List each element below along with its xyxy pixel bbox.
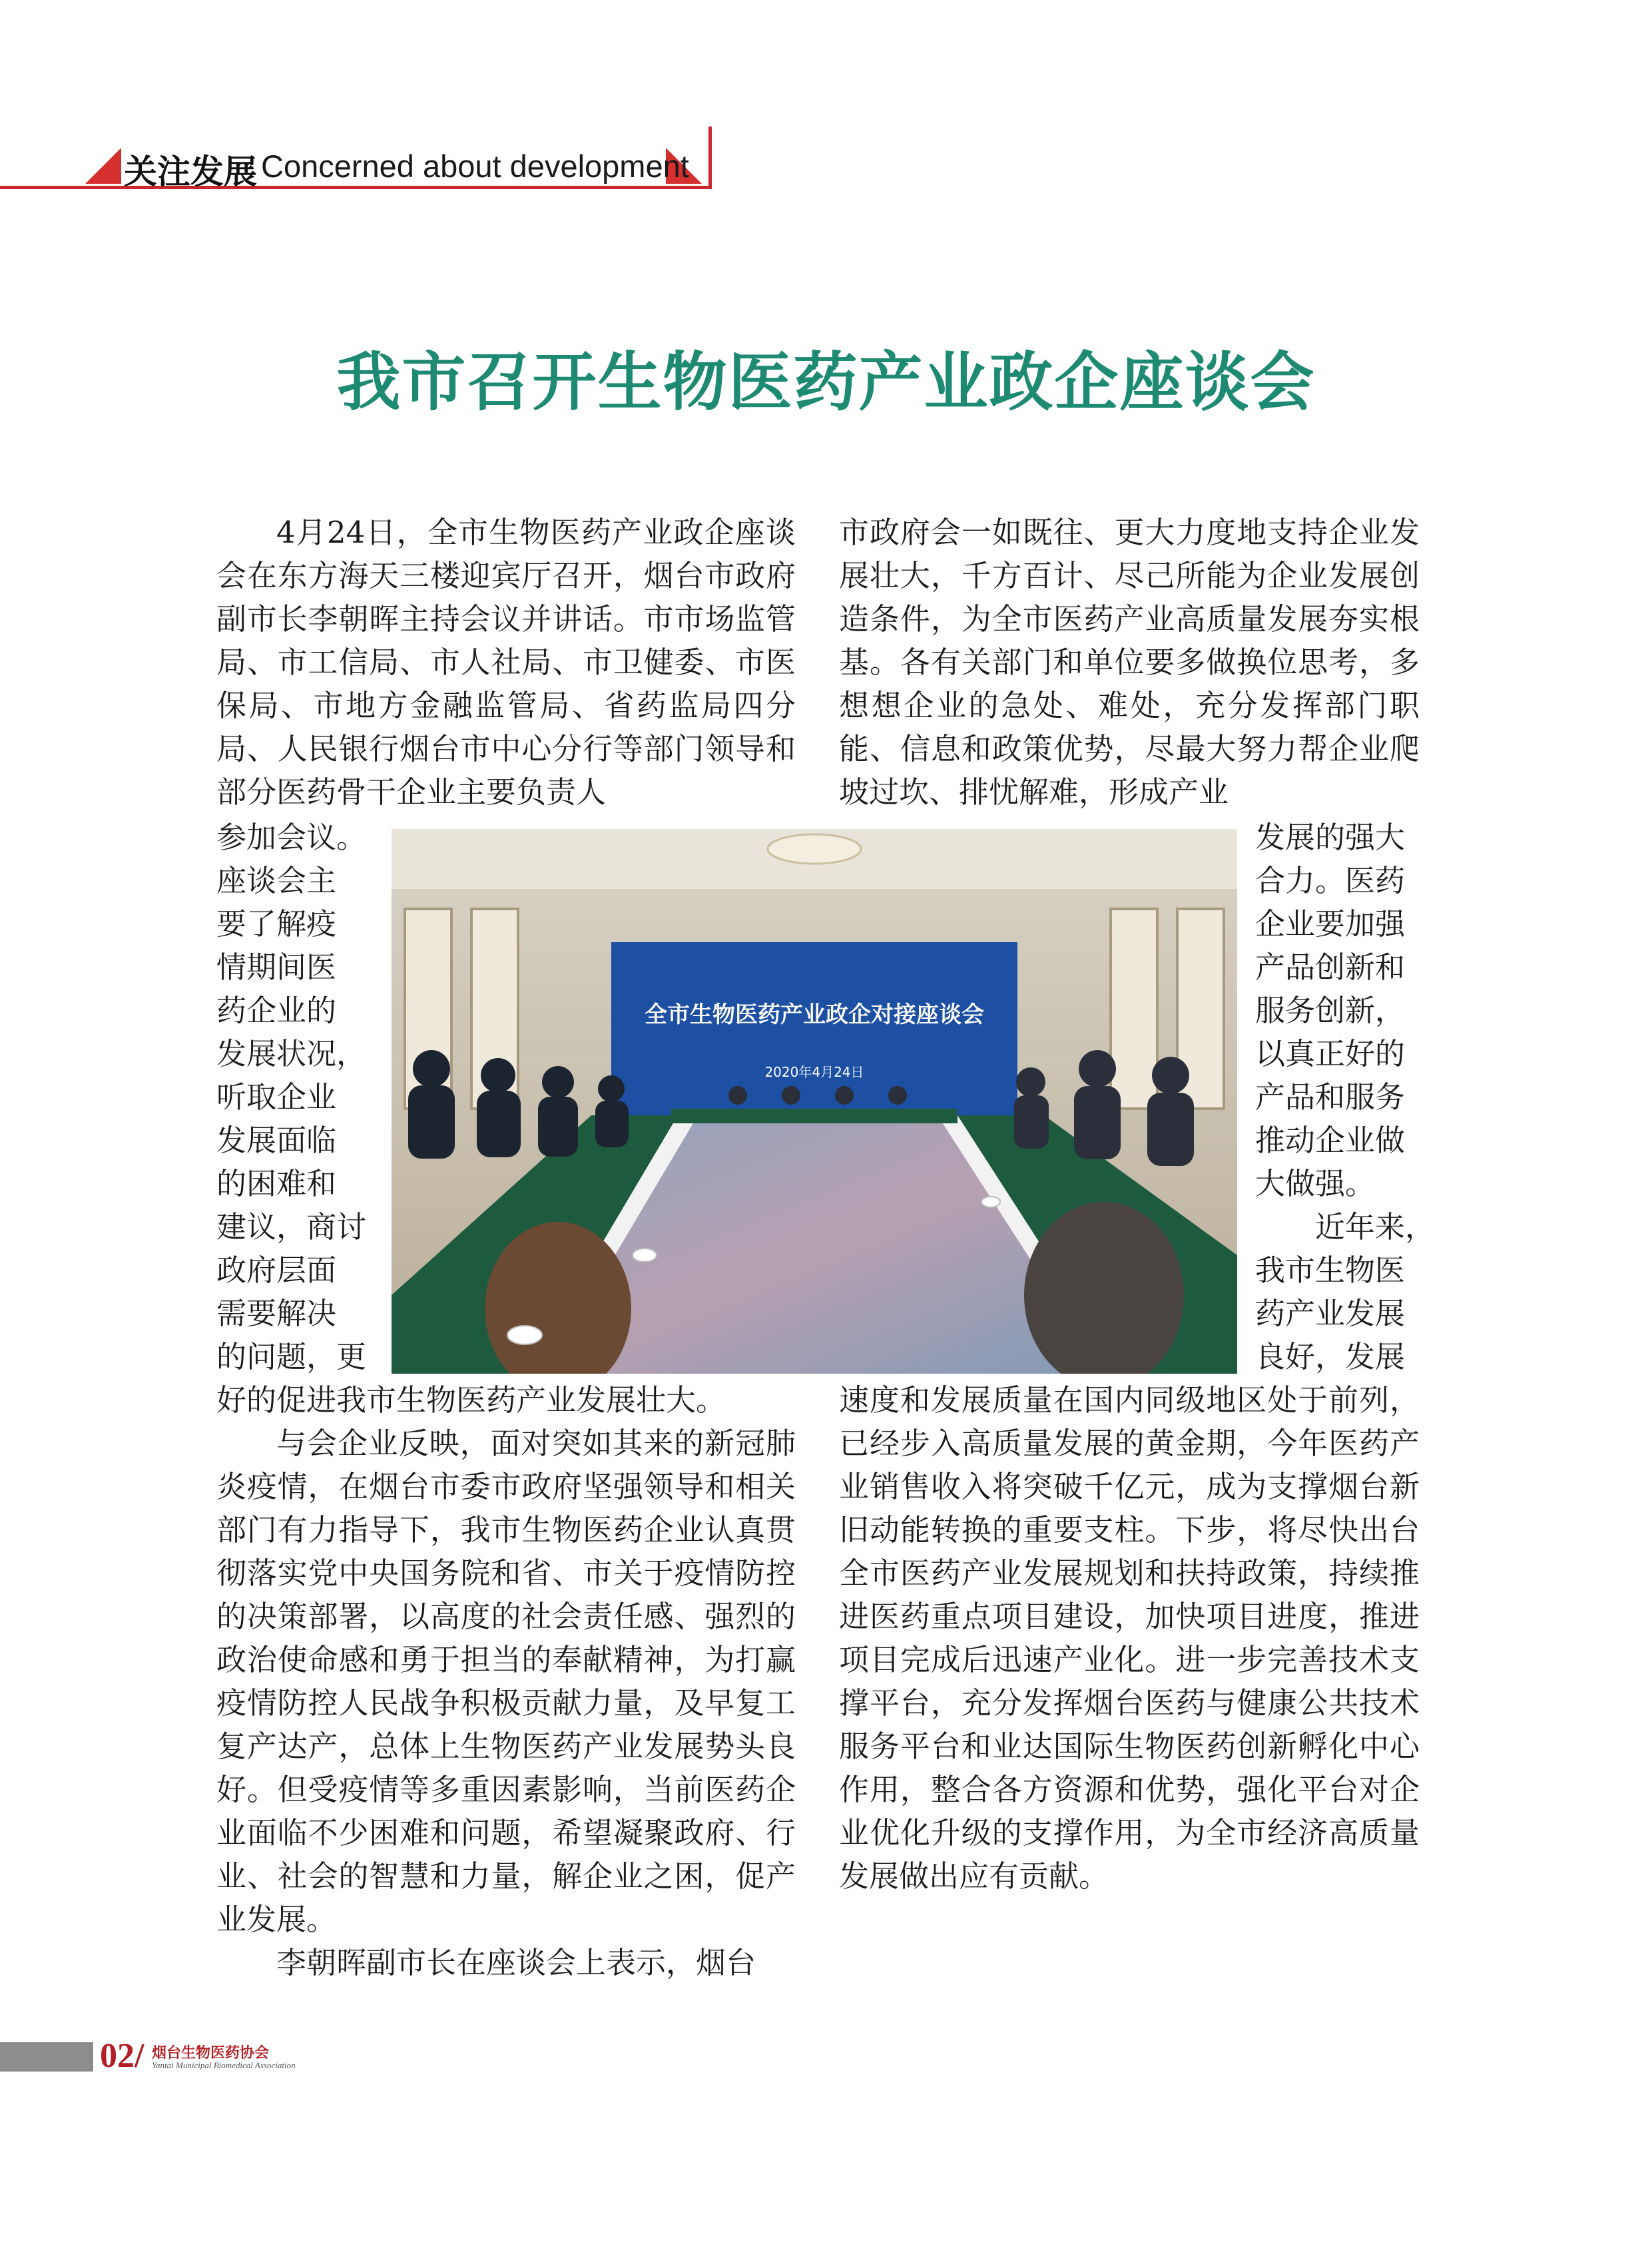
- paragraph: 与会企业反映，面对突如其来的新冠肺炎疫情，在烟台市委市政府坚强领导和相关部门有力指导下，我市生物医药企业认真贯彻落实党中央国务院和省、市关于疫情防控的决策部署，以高度的社会责任感、强烈的政治使命感和勇于担当的奉献精神，为打赢疫情防控人民战争积极贡献力量，及早复工复产达产，总体上生物医药产业发展势头良好。但受疫情等多重因素影响，当前医药企业面临不少困难和问题，希望凝聚政府、行业、社会的智慧和力量，解企业之困，促产业发展。: [216, 1426, 796, 1937]
- right-col-bottom: [839, 1378, 1420, 1898]
- paragraph: 4月24日，全市生物医药产业政企座谈会在东方海天三楼迎宾厅召开，烟台市政府副市长李朝晖主持会议并讲话。市市场监管局、市工信局、市人社局、市卫健委、市医保局、市地方金融监管局、省药监局四分局、人民银行烟台市中心分行等部门领导和部分医药骨干企业主要负责人: [216, 515, 796, 810]
- header-rule: [0, 186, 711, 189]
- text-line: 参加会议。: [216, 820, 367, 855]
- article-title: 我市召开生物医药产业政企座谈会: [336, 345, 1316, 420]
- text-line: 推动企业做: [1255, 1123, 1406, 1158]
- text-line: 的问题，更: [216, 1339, 367, 1374]
- footer-org-en: Yantai Municipal Biomedical Association: [152, 2060, 296, 2070]
- text-line: 的困难和: [216, 1166, 337, 1201]
- text-line: 座谈会主: [216, 863, 337, 898]
- footer-bar: [0, 2042, 93, 2072]
- banner-date: 2020年4月24日: [764, 1064, 864, 1080]
- text-line: 要了解疫: [216, 906, 337, 942]
- header-triangle-left: [85, 148, 121, 184]
- section-title-cn: 关注发展: [124, 152, 257, 191]
- meeting-photo-illustration: [392, 829, 1237, 1374]
- header-rule-end: [708, 127, 712, 189]
- paragraph: 速度和发展质量在国内同级地区处于前列，已经步入高质量发展的黄金期，今年医药产业销售收入将突破千亿元，成为支撑烟台新旧动能转换的重要支柱。下步，将尽快出台全市医药产业发展规划和扶持政策，持续推进医药重点项目建设，加快项目进度，推进项目完成后迅速产业化。进一步完善技术支撑平台，充分发挥烟台医药与健康公共技术服务平台和业达国际生物医药创新孵化中心作用，整合各方资源和优势，强化平台对企业优化升级的支撑作用，为全市经济高质量发展做出应有贡献。: [839, 1382, 1420, 1894]
- text-line: 合力。医药: [1255, 863, 1406, 898]
- text-line: 药产业发展: [1255, 1296, 1406, 1331]
- text-line: 企业要加强: [1255, 906, 1406, 942]
- text-line: 情期间医: [216, 950, 337, 985]
- paragraph: 李朝晖副市长在座谈会上表示，烟台: [276, 1945, 756, 1980]
- footer-org-cn: 烟台生物医药协会: [152, 2045, 270, 2062]
- left-col-bottom: [216, 1378, 796, 1984]
- meeting-photo: [392, 829, 1237, 1374]
- banner-title: 全市生物医药产业政企对接座谈会: [645, 1001, 984, 1028]
- text-line: 产品创新和: [1255, 950, 1406, 985]
- section-title-en: Concerned about development: [261, 148, 689, 184]
- text-line: 需要解决: [216, 1296, 337, 1331]
- text-line: 发展状况，: [216, 1036, 367, 1071]
- right-p3-top: [839, 511, 1420, 814]
- text-line: 以真正好的: [1255, 1036, 1406, 1071]
- left-p1-top: [216, 511, 796, 814]
- text-line: 政府层面: [216, 1253, 337, 1288]
- text-line: 良好，发展: [1255, 1339, 1406, 1374]
- text-line: 大做强。: [1255, 1166, 1376, 1201]
- paragraph: 市政府会一如既往、更大力度地支持企业发展壮大，千方百计、尽己所能为企业发展创造条件，为全市医药产业高质量发展夯实根基。各有关部门和单位要多做换位思考，多想想企业的急处、难处，充分发挥部门职能、信息和政策优势，尽最大努力帮企业爬坡过坎、排忧解难，形成产业: [839, 515, 1420, 810]
- text-line: 建议，商讨: [216, 1209, 367, 1245]
- text-line: 药企业的: [216, 993, 337, 1028]
- text-line: 产品和服务: [1255, 1079, 1406, 1115]
- text-line: 发展面临: [216, 1123, 337, 1158]
- text-line: 我市生物医: [1255, 1253, 1406, 1288]
- page-number: 02/: [100, 2037, 144, 2075]
- text-line: 近年来，: [1315, 1209, 1436, 1245]
- paragraph: 好的促进我市生物医药产业发展壮大。: [216, 1382, 726, 1418]
- text-line: 听取企业: [216, 1079, 337, 1115]
- text-line: 服务创新，: [1255, 993, 1406, 1028]
- text-line: 发展的强大: [1255, 820, 1406, 855]
